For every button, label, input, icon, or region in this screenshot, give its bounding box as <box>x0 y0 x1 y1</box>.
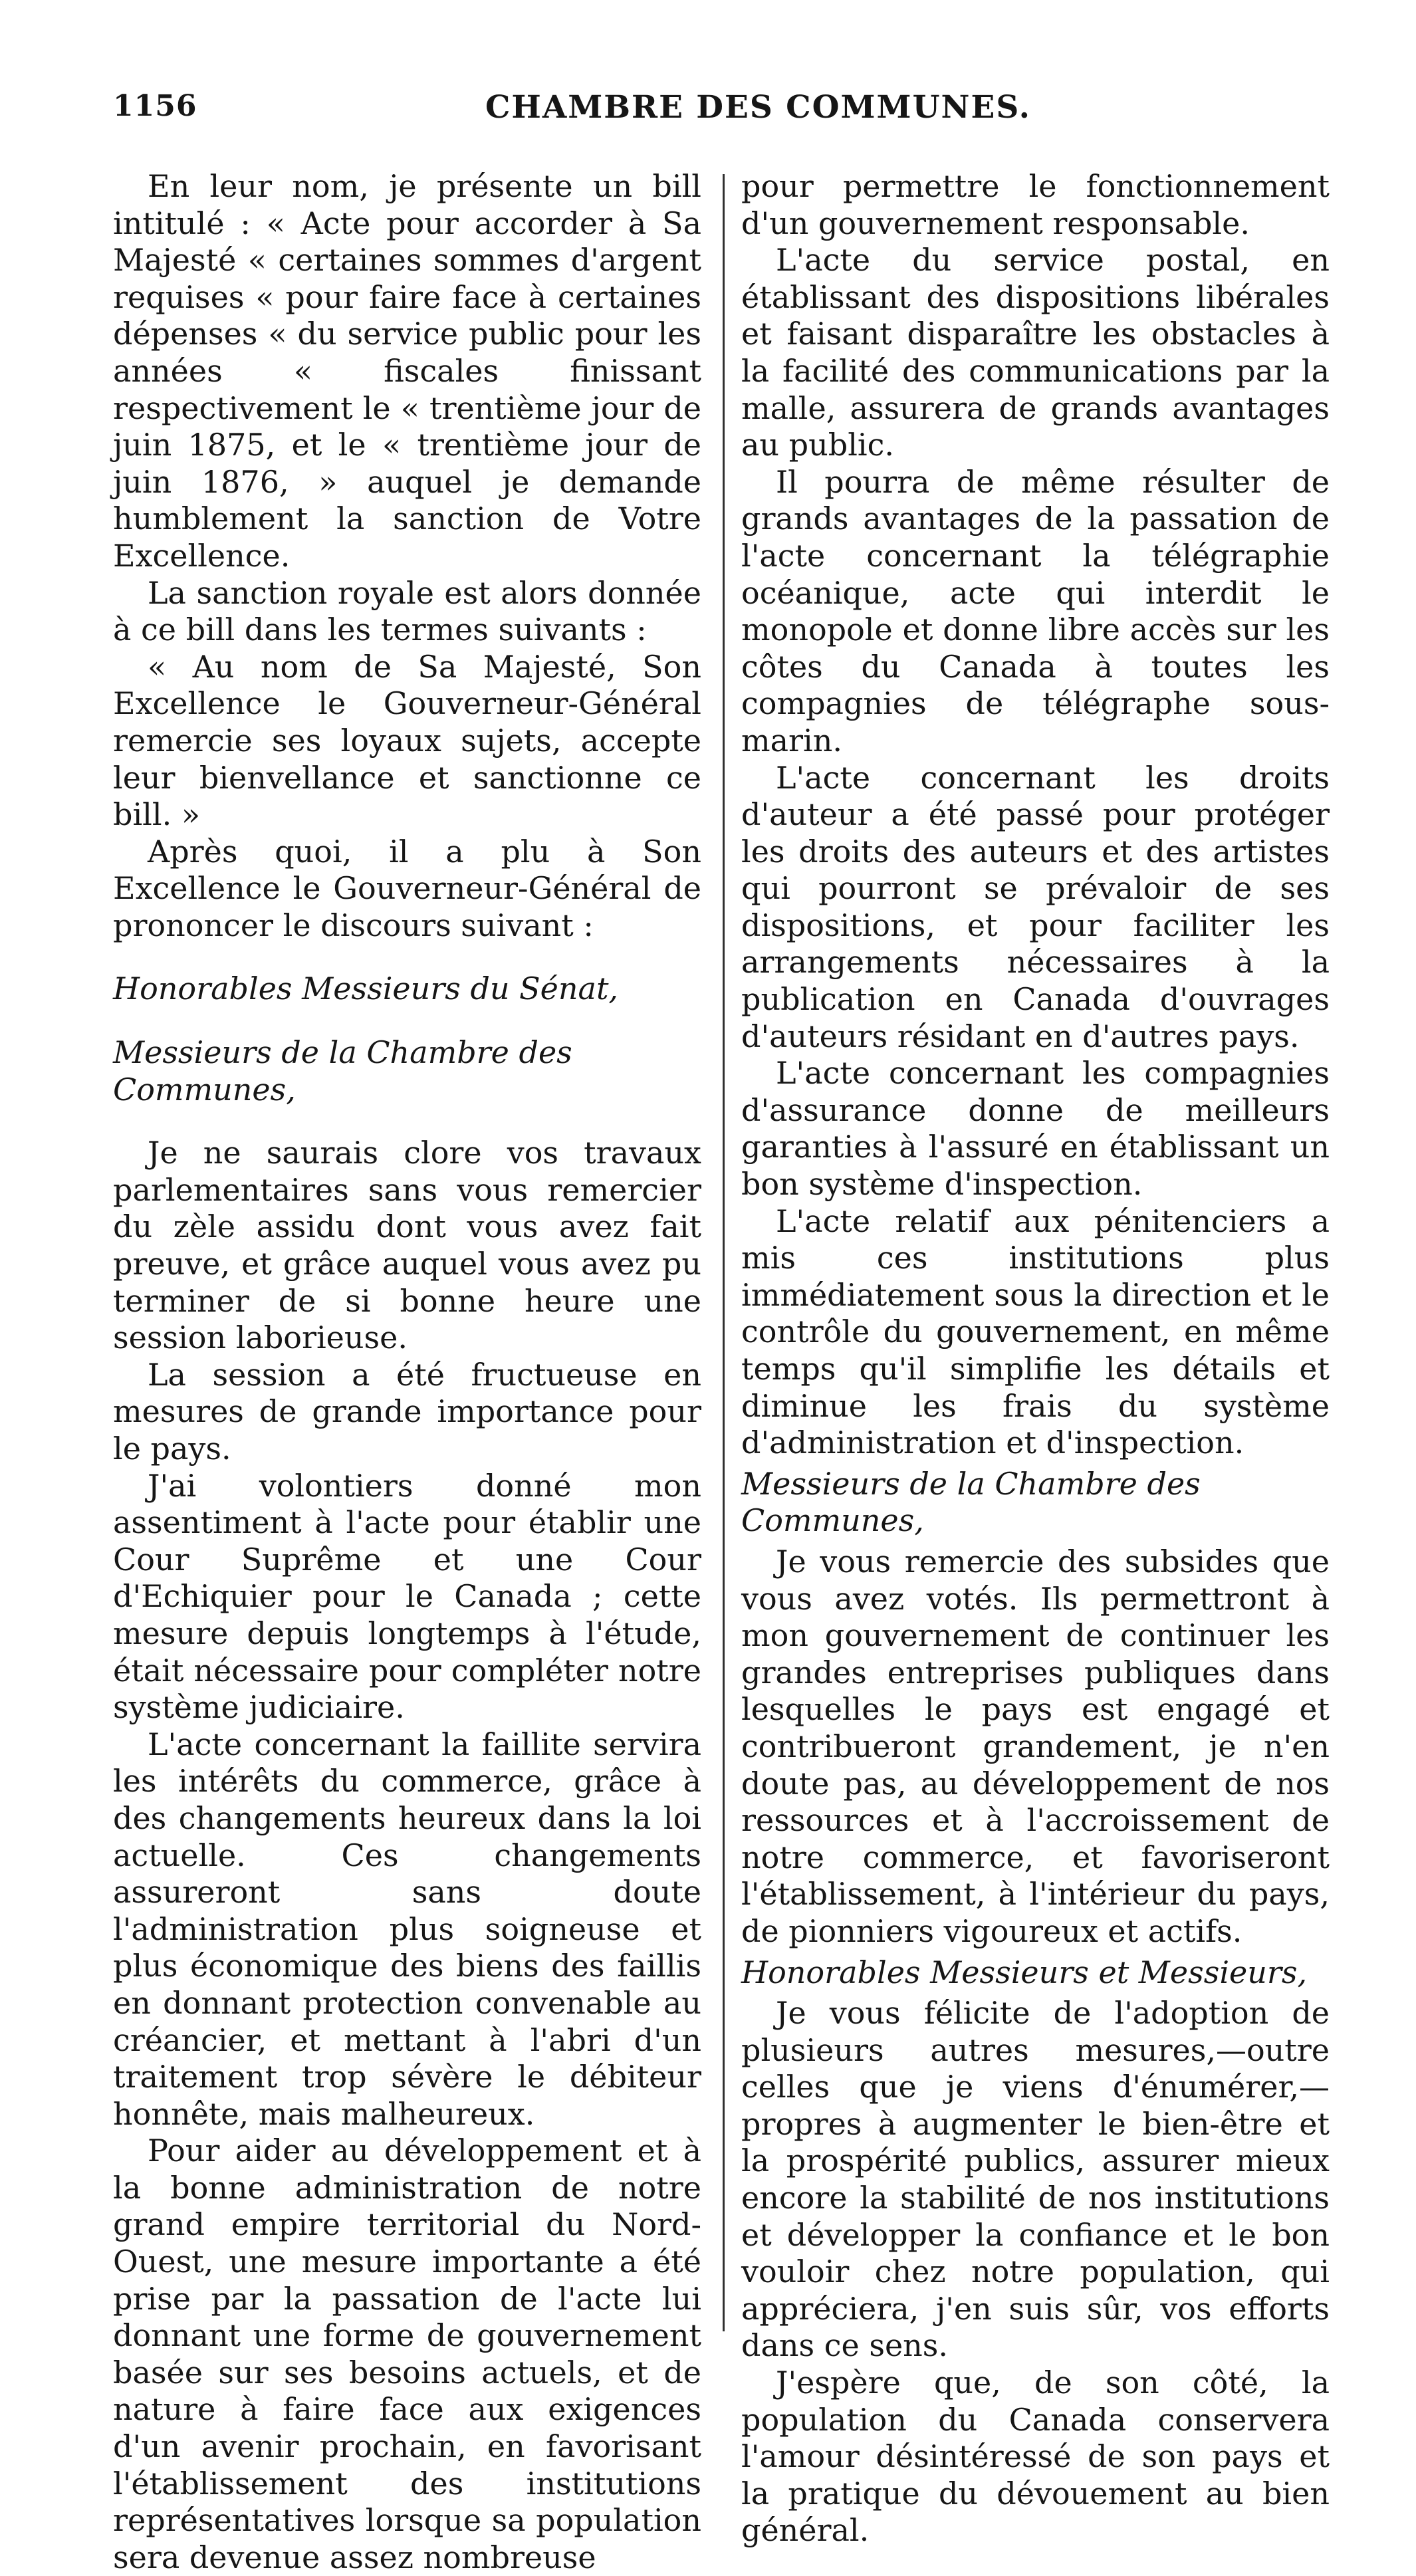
section-heading: Messieurs de la Chambre des Communes, <box>113 1034 572 1108</box>
paragraph: J'espère que, de son côté, la population du Canada conservera l'amour désintéressé de son pays et la pratique du dévouement au bien général. <box>741 2365 1330 2549</box>
paragraph: L'acte du service postal, en établissant des dispositions libérales et faisant disparaître les obstacles à la facilité des communications par la malle, assurera de grands avantages au public. <box>741 242 1330 463</box>
section-heading: Honorables Messieurs et Messieurs, <box>741 1954 1308 1990</box>
section-heading: Messieurs de la Chambre des Communes, <box>741 1465 1201 1539</box>
paragraph: L'acte relatif aux pénitenciers a mis ces institutions plus immédiatement sous la direction et le contrôle du gouvernement, en même temps qu'il simplifie les détails et diminue les frais du système d'administration et d'inspection. <box>741 1203 1330 1461</box>
paragraph: Après quoi, il a plu à Son Excellence le Gouverneur-Général de prononcer le discours suivant : <box>113 833 701 943</box>
running-head: CHAMBRE DES COMMUNES. <box>485 89 1031 126</box>
paragraph: L'acte concernant les compagnies d'assurance donne de meilleurs garanties à l'assuré en établissant un bon système d'inspection. <box>741 1055 1330 1203</box>
left-column <box>113 168 701 2576</box>
paragraph: La session a été fructueuse en mesures de grande importance pour le pays. <box>113 1356 701 1466</box>
paragraph: L'acte concernant les droits d'auteur a été passé pour protéger les droits des auteurs et des artistes qui pourront se prévaloir de ses dispositions, et pour faciliter les arrangements nécessaires à la publication en Canada d'ouvrages d'auteurs résidant en d'autres pays. <box>741 759 1330 1054</box>
paragraph: En leur nom, je présente un bill intitulé : « Acte pour accorder à Sa Majesté « certaines sommes d'argent requises « pour faire face à certaines dépenses « du service public pour les années « fiscales finissant respectivement le « trentième jour de juin 1875, et le « trentième jour de juin 1876, » auquel je demande humblement la sanction de Votre Excellence. <box>113 168 701 574</box>
paragraph: « Au nom de Sa Majesté, Son Excellence le Gouverneur-Général remercie ses loyaux sujets, accepte leur bienvellance et sanctionne ce bill. » <box>113 648 701 833</box>
paragraph: Je ne saurais clore vos travaux parlementaires sans vous remercier du zèle assidu dont vous avez fait preuve, et grâce auquel vous avez pu terminer de si bonne heure une session laborieuse. <box>113 1135 701 1356</box>
page-number: 1156 <box>113 89 197 123</box>
column-divider <box>723 174 725 2331</box>
paragraph: L'acte concernant la faillite servira les intérêts du commerce, grâce à des changements heureux dans la loi actuelle. Ces changements assureront sans doute l'administration plus soigneuse et plus économique des biens des faillis en donnant protection convenable au créancier, et mettant à l'abri d'un traitement trop sévère le débiteur honnête, mais malheureux. <box>113 1726 701 2132</box>
paragraph: pour permettre le fonctionnement d'un gouvernement responsable. <box>741 168 1330 241</box>
paragraph: La sanction royale est alors donnée à ce bill dans les termes suivants : <box>113 574 701 648</box>
paragraph: Il pourra de même résulter de grands avantages de la passation de l'acte concernant la télégraphie océanique, acte qui interdit le monopole et donne libre accès sur les côtes du Canada à toutes les compagnies de télégraphe sous-marin. <box>741 463 1330 759</box>
right-column <box>741 168 1330 2549</box>
paragraph: Je vous félicite de l'adoption de plusieurs autres mesures,—outre celles que je viens d'énumérer,—propres à augmenter le bien-être et la prospérité publics, assurer mieux encore la stabilité de nos institutions et développer la confiance et le bon vouloir chez notre population, qui appréciera, j'en suis sûr, vos efforts dans ce sens. <box>741 1995 1330 2364</box>
paragraph: J'ai volontiers donné mon assentiment à l'acte pour établir une Cour Suprême et une Cour d'Echiquier pour le Canada ; cette mesure depuis longtemps à l'étude, était nécessaire pour compléter notre système judiciaire. <box>113 1467 701 1726</box>
page-header <box>113 89 1323 136</box>
paragraph: Pour aider au développement et à la bonne administration de notre grand empire territorial du Nord-Ouest, une mesure importante a été prise par la passation de l'acte lui donnant une forme de gouvernement basée sur ses besoins actuels, et de nature à faire face aux exigences d'un avenir prochain, en favorisant l'établissement des institutions représentatives lorsque sa population sera devenue assez nombreuse <box>113 2133 701 2575</box>
section-heading: Honorables Messieurs du Sénat, <box>113 971 619 1007</box>
paragraph: Je vous remercie des subsides que vous avez votés. Ils permettront à mon gouvernement de continuer les grandes entreprises publiques dans lesquelles le pays est engagé et contribueront grandement, je n'en doute pas, au développement de nos ressources et à l'accroissement de notre commerce, et favoriseront l'établissement, à l'intérieur du pays, de pionniers vigoureux et actifs. <box>741 1543 1330 1949</box>
